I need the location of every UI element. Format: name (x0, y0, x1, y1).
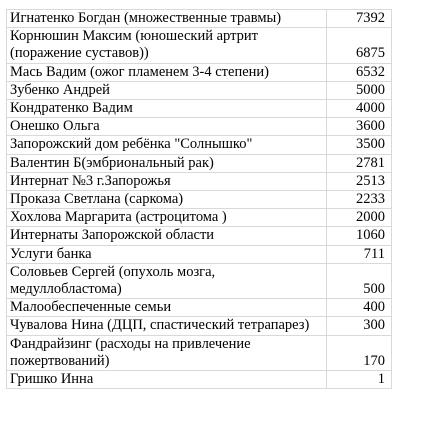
recipient-cell[interactable]: Малообеспеченные семьи (7, 299, 327, 317)
table-row[interactable] (7, 317, 392, 335)
table-row[interactable] (7, 118, 392, 136)
recipient-cell[interactable]: Интернат №3 г.Запорожья (7, 172, 327, 190)
amount-cell[interactable]: 5000 (327, 81, 392, 99)
table-row[interactable] (7, 154, 392, 172)
recipient-cell[interactable]: Гришко Инна (7, 371, 327, 389)
recipient-cell[interactable]: Зубенко Андрей (7, 81, 327, 99)
table-row[interactable] (7, 191, 392, 209)
table-row[interactable] (7, 371, 392, 389)
recipient-cell[interactable]: Фандрайзинг (расходы на привлечение пожертвований) (7, 335, 327, 370)
table-row[interactable] (7, 245, 392, 263)
amount-cell[interactable]: 1060 (327, 227, 392, 245)
table-row[interactable] (7, 81, 392, 99)
table-row[interactable] (7, 299, 392, 317)
amount-cell[interactable]: 7392 (327, 10, 392, 28)
table-row[interactable] (7, 28, 392, 63)
donations-table (6, 9, 392, 389)
amount-cell[interactable]: 6532 (327, 63, 392, 81)
table-body (7, 10, 392, 389)
recipient-cell[interactable]: Корнюшин Максим (юношеский артрит (поражение суставов)) (7, 28, 327, 63)
recipient-cell[interactable]: Услуги банка (7, 245, 327, 263)
amount-cell[interactable]: 500 (327, 263, 392, 298)
table-row[interactable] (7, 263, 392, 298)
amount-cell[interactable]: 4000 (327, 100, 392, 118)
table-row[interactable] (7, 227, 392, 245)
amount-cell[interactable]: 1 (327, 371, 392, 389)
recipient-cell[interactable]: Кондратенко Вадим (7, 100, 327, 118)
recipient-cell[interactable]: Игнатенко Богдан (множественные травмы) (7, 10, 327, 28)
recipient-cell[interactable]: Интернаты Запорожской области (7, 227, 327, 245)
amount-cell[interactable]: 6875 (327, 28, 392, 63)
table-row[interactable] (7, 209, 392, 227)
recipient-cell[interactable]: Онешко Ольга (7, 118, 327, 136)
table-row[interactable] (7, 10, 392, 28)
recipient-cell[interactable]: Мась Вадим (ожог пламенем 3-4 степени) (7, 63, 327, 81)
table-row[interactable] (7, 63, 392, 81)
table-row[interactable] (7, 136, 392, 154)
recipient-cell[interactable]: Хохлова Маргарита (астроцитома ) (7, 209, 327, 227)
recipient-cell[interactable]: Соловьев Сергей (опухоль мозга, медуллобластома) (7, 263, 327, 298)
amount-cell[interactable]: 300 (327, 317, 392, 335)
amount-cell[interactable]: 3500 (327, 136, 392, 154)
amount-cell[interactable]: 2233 (327, 191, 392, 209)
recipient-cell[interactable]: Запорожский дом ребёнка "Солнышко" (7, 136, 327, 154)
table-row[interactable] (7, 100, 392, 118)
amount-cell[interactable]: 2781 (327, 154, 392, 172)
amount-cell[interactable]: 3600 (327, 118, 392, 136)
amount-cell[interactable]: 2000 (327, 209, 392, 227)
recipient-cell[interactable]: Проказа Светлана (саркома) (7, 191, 327, 209)
recipient-cell[interactable]: Чувалова Нина (ДЦП, спастический тетрапарез) (7, 317, 327, 335)
table-row[interactable] (7, 335, 392, 370)
amount-cell[interactable]: 711 (327, 245, 392, 263)
amount-cell[interactable]: 400 (327, 299, 392, 317)
donations-sheet (6, 9, 391, 389)
amount-cell[interactable]: 170 (327, 335, 392, 370)
recipient-cell[interactable]: Валентин Б(эмбриональный рак) (7, 154, 327, 172)
amount-cell[interactable]: 2513 (327, 172, 392, 190)
table-row[interactable] (7, 172, 392, 190)
